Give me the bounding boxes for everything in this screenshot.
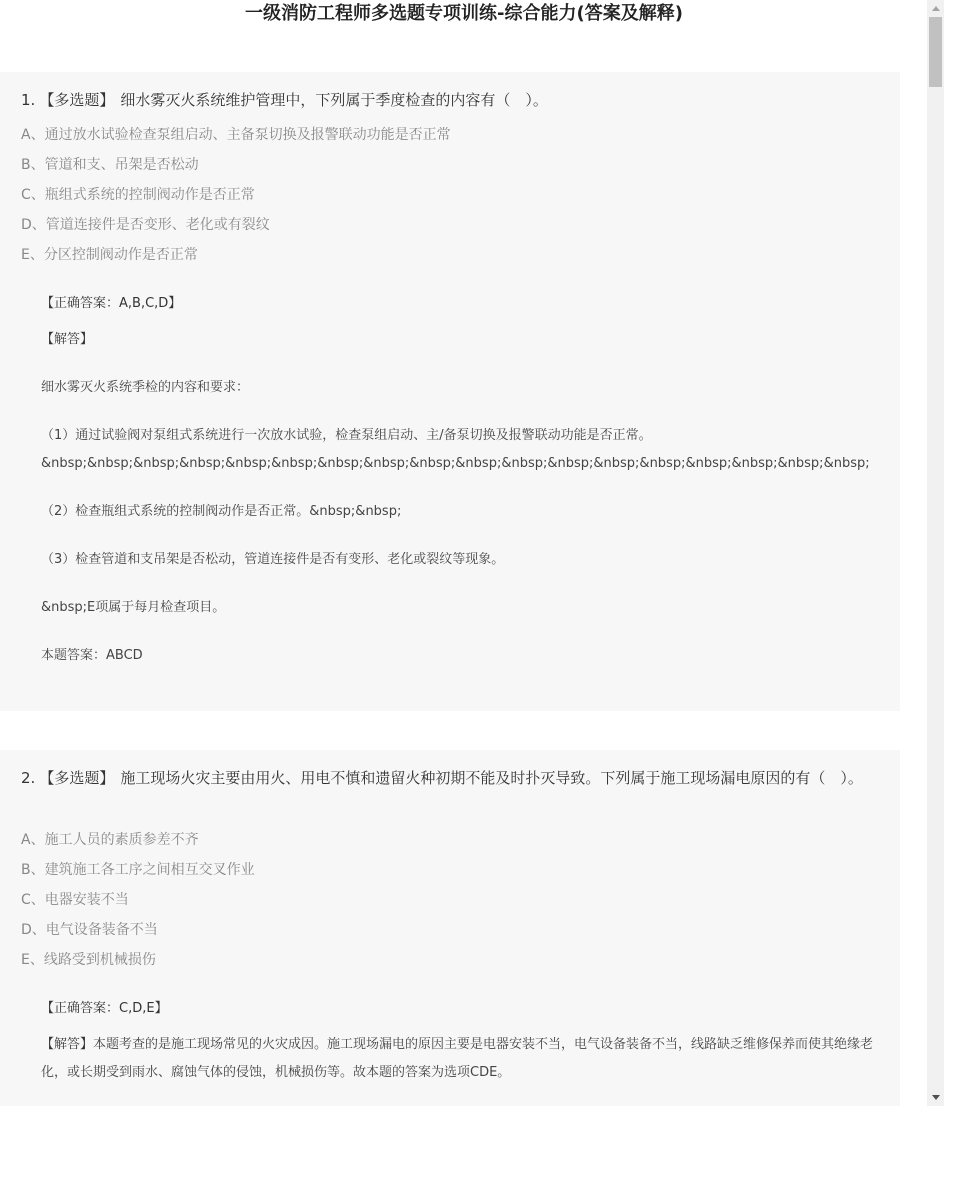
explanation-line: （1）通过试验阀对泵组式系统进行一次放水试验，检查泵组启动、主/备泵切换及报警联动功能是否正常。 xyxy=(41,428,652,443)
question-text: 细水雾灭火系统维护管理中，下列属于季度检查的内容有（ ）。 xyxy=(120,91,548,109)
explanation-paragraph xyxy=(41,1031,881,1087)
explanation-line: 本题答案：ABCD xyxy=(41,648,143,663)
scrollbar-thumb[interactable] xyxy=(929,17,942,87)
explanation-text: 本题考查的是施工现场常见的火灾成因。施工现场漏电的原因主要是电器安装不当，电气设备装备不当，线路缺乏维修保养而使其绝缘老化，或长期受到雨水、腐蚀气体的侵蚀，机械损伤等。故本题的答案为选项CDE。 xyxy=(41,1037,874,1080)
question-type: 【多选题】 xyxy=(39,769,115,787)
question-card-1 xyxy=(0,72,900,711)
correct-answer: 【正确答案：C,D,E】 xyxy=(41,1001,168,1016)
question-number: 1. xyxy=(21,91,36,109)
option-b: B、管道和支、吊架是否松动 xyxy=(21,157,199,173)
explanation-line: &nbsp;E项属于每月检查项目。 xyxy=(41,600,226,615)
explanation-line: 细水雾灭火系统季检的内容和要求： xyxy=(41,380,250,395)
scroll-up-arrow-icon[interactable] xyxy=(927,0,944,17)
option-e: E、线路受到机械损伤 xyxy=(21,952,156,968)
page-title: 一级消防工程师多选题专项训练-综合能力(答案及解释) xyxy=(245,3,683,24)
explanation-label: 【解答】 xyxy=(41,332,94,347)
explanation-line: （3）检查管道和支吊架是否松动，管道连接件是否有变形、老化或裂纹等现象。 xyxy=(41,552,505,567)
correct-answer: 【正确答案：A,B,C,D】 xyxy=(41,296,182,311)
question-type: 【多选题】 xyxy=(39,91,115,109)
option-c: C、电器安装不当 xyxy=(21,892,129,908)
option-d: D、管道连接件是否变形、老化或有裂纹 xyxy=(21,217,270,233)
option-d: D、电气设备装备不当 xyxy=(21,922,158,938)
option-e: E、分区控制阀动作是否正常 xyxy=(21,247,198,263)
option-b: B、建筑施工各工序之间相互交叉作业 xyxy=(21,862,255,878)
explanation-label: 【解答】 xyxy=(41,1037,94,1052)
option-a: A、通过放水试验检查泵组启动、主备泵切换及报警联动功能是否正常 xyxy=(21,127,451,143)
question-card-2 xyxy=(0,750,900,1106)
question-2-stem xyxy=(21,763,887,793)
scroll-down-arrow-icon[interactable] xyxy=(927,1089,944,1106)
option-c: C、瓶组式系统的控制阀动作是否正常 xyxy=(21,187,255,203)
explanation-line: &nbsp;&nbsp;&nbsp;&nbsp;&nbsp;&nbsp;&nbsp;&nbsp;&nbsp;&nbsp;&nbsp;&nbsp;&nbsp;&nbsp;&nbsp;&nbsp;&nbsp;&nbsp; xyxy=(41,456,870,471)
explanation-line: （2）检查瓶组式系统的控制阀动作是否正常。&nbsp;&nbsp; xyxy=(41,504,402,519)
question-number: 2. xyxy=(21,769,36,787)
question-text: 施工现场火灾主要由用火、用电不慎和遗留火种初期不能及时扑灭导致。下列属于施工现场漏电原因的有（ ）。 xyxy=(120,769,863,787)
option-a: A、施工人员的素质参差不齐 xyxy=(21,832,199,848)
question-1-stem xyxy=(21,85,887,115)
vertical-scrollbar[interactable] xyxy=(927,0,944,1106)
